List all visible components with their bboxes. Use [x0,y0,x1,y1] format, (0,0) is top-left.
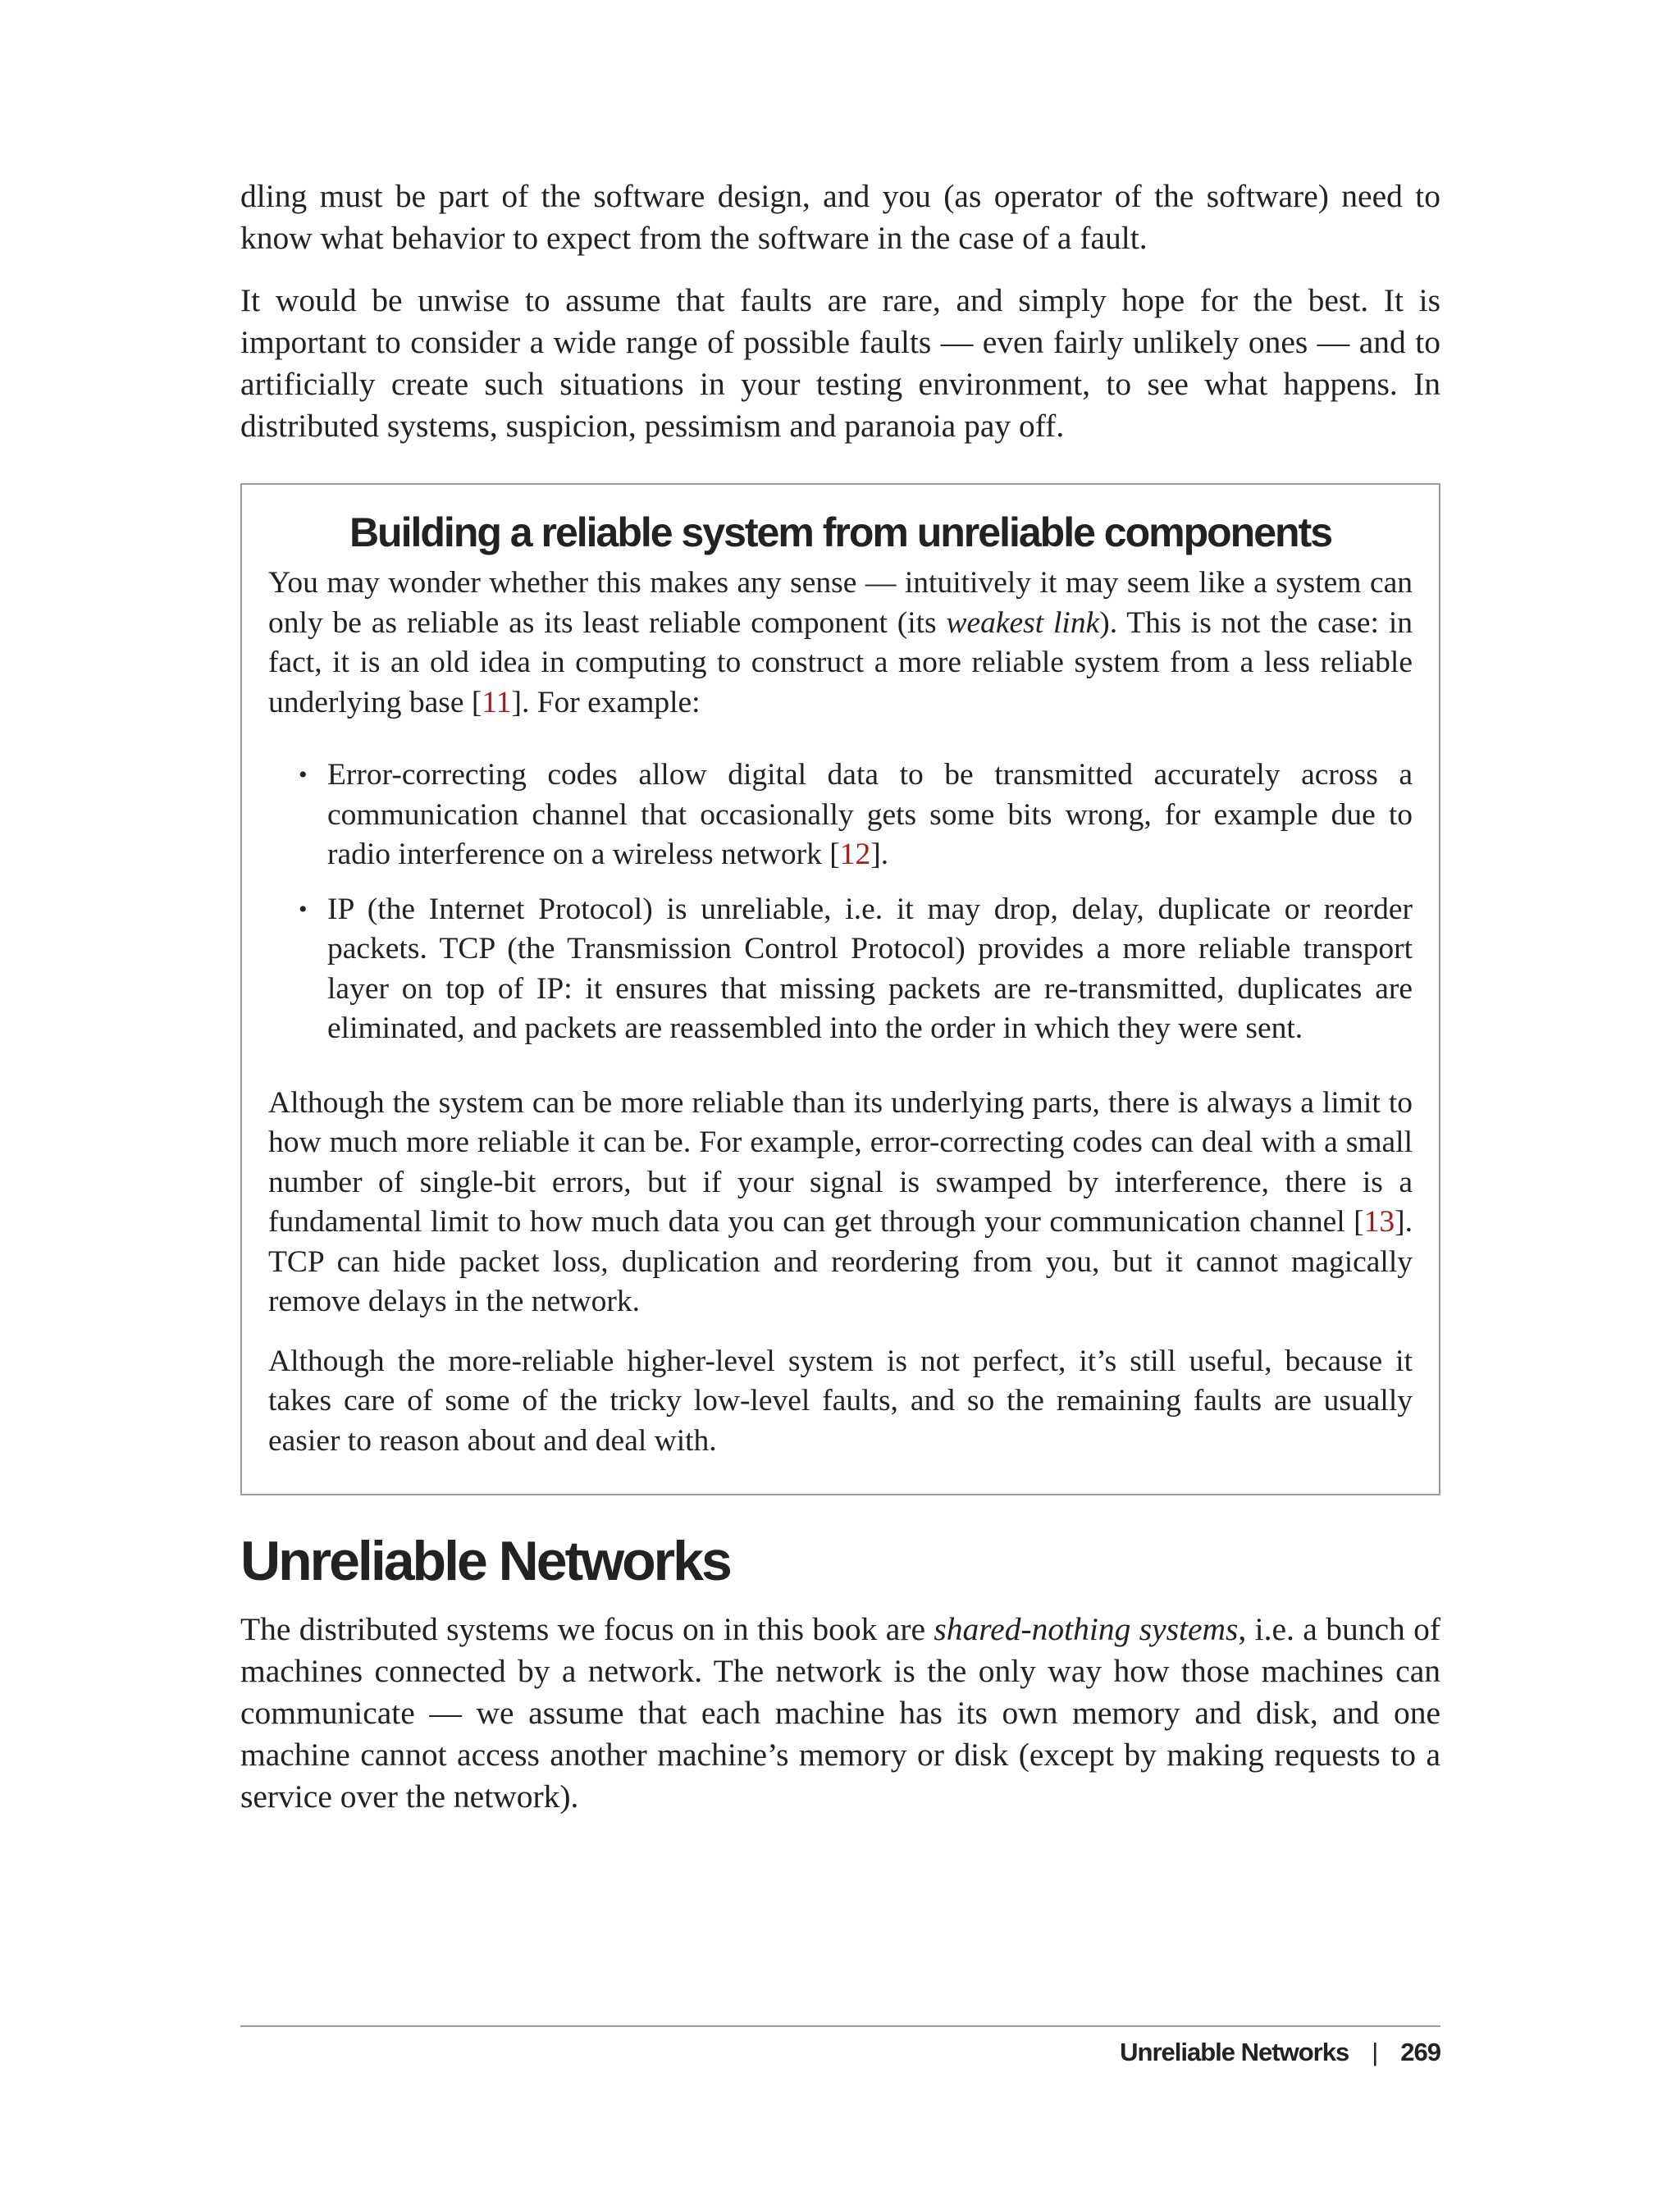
sidebar-p1-text-a: You may wonder whether this makes any sense — intuitively it may seem like a system can only be as reliable as its least reliable component (its [268,566,1413,640]
reference-link-11[interactable]: 11 [482,685,512,719]
bullet-2-text: IP (the Internet Protocol) is unreliable, i.e. it may drop, delay, duplicate or reorder packets. TCP (the Transmission Control Protocol) provides a more reliable transport layer on top of IP: it ensures that missing packets are re-transmitted, duplicates are eliminated, and packets are reassembled into the order in which they were sent. [327,892,1413,1045]
sidebar-paragraph-2 [268,1084,1413,1322]
footer-separator: | [1372,2038,1378,2066]
sidebar-paragraph-3: Although the more-reliable higher-level system is not perfect, it’s still useful, because it takes care of some of the tricky low-level faults, and so the remaining faults are usually easier to reason about and deal with. [268,1344,1413,1458]
bullet-1-text-a: Error-correcting codes allow digital data to be transmitted accurately across a communication channel that occasionally gets some bits wrong, for example due to radio interference on a wireless network [ [327,758,1413,871]
reference-link-12[interactable]: 12 [839,838,871,871]
bullet-icon: • [299,895,308,923]
page-body [240,176,1440,1818]
sidebar-p1-text-b: ). This is not the case: in fact, it is an old idea in computing to construct a more reliable system from a less reliable underlying base [ [268,605,1413,719]
reference-link-13[interactable]: 13 [1363,1205,1395,1239]
bullet-1-text-b: ]. [870,838,889,871]
sidebar-bullet-list [268,756,1413,1049]
sidebar-p2-text-b: ]. TCP can hide packet loss, duplication and reordering from you, but it cannot magically remove delays in the network. [268,1205,1413,1318]
sidebar-paragraph-1 [268,564,1413,723]
intro-paragraph-1: dling must be part of the software design, and you (as operator of the software) need to know what behavior to expect from the software in the case of a fault. [240,178,1440,256]
footer-divider [240,2025,1440,2027]
sidebar-box [240,483,1440,1495]
page-number: 269 [1400,2038,1440,2066]
section-paragraph-1 [240,1609,1440,1818]
bullet-icon: • [299,761,308,788]
section-p1-text-a: The distributed systems we focus on in this book are [240,1611,934,1647]
sidebar-title: Building a reliable system from unreliable components [349,509,1332,555]
sidebar-p1-emphasis: weakest link [946,605,1100,640]
intro-paragraph-2: It would be unwise to assume that faults are rare, and simply hope for the best. It is important to consider a wide range of possible faults — even fairly unlikely ones — and to artificially create such situations in your testing environment, to see what happens. In distributed systems, suspicion, pessimism and paranoia pay off. [240,282,1440,444]
page-footer [1120,2034,1440,2070]
section-p1-emphasis: shared-nothing systems [934,1611,1239,1647]
section-heading: Unreliable Networks [240,1530,730,1592]
list-item [268,890,1413,1049]
section-p1-text-b: , i.e. a bunch of machines connected by a network. The network is the only way how those machines can communicate — we assume that each machine has its own memory and disk, and one machine cannot access another machine’s memory or disk (except by making requests to a service over the network). [240,1611,1441,1815]
sidebar-p2-text-a: Although the system can be more reliable than its underlying parts, there is always a limit to how much more reliable it can be. For example, error-correcting codes can deal with a small number of single-bit errors, but if your signal is swamped by interference, there is a fundamental limit to how much data you can get through your communication channel [ [268,1085,1413,1239]
list-item [268,756,1413,875]
footer-chapter-title: Unreliable Networks [1120,2038,1349,2066]
sidebar-p1-text-c: ]. For example: [511,685,701,719]
